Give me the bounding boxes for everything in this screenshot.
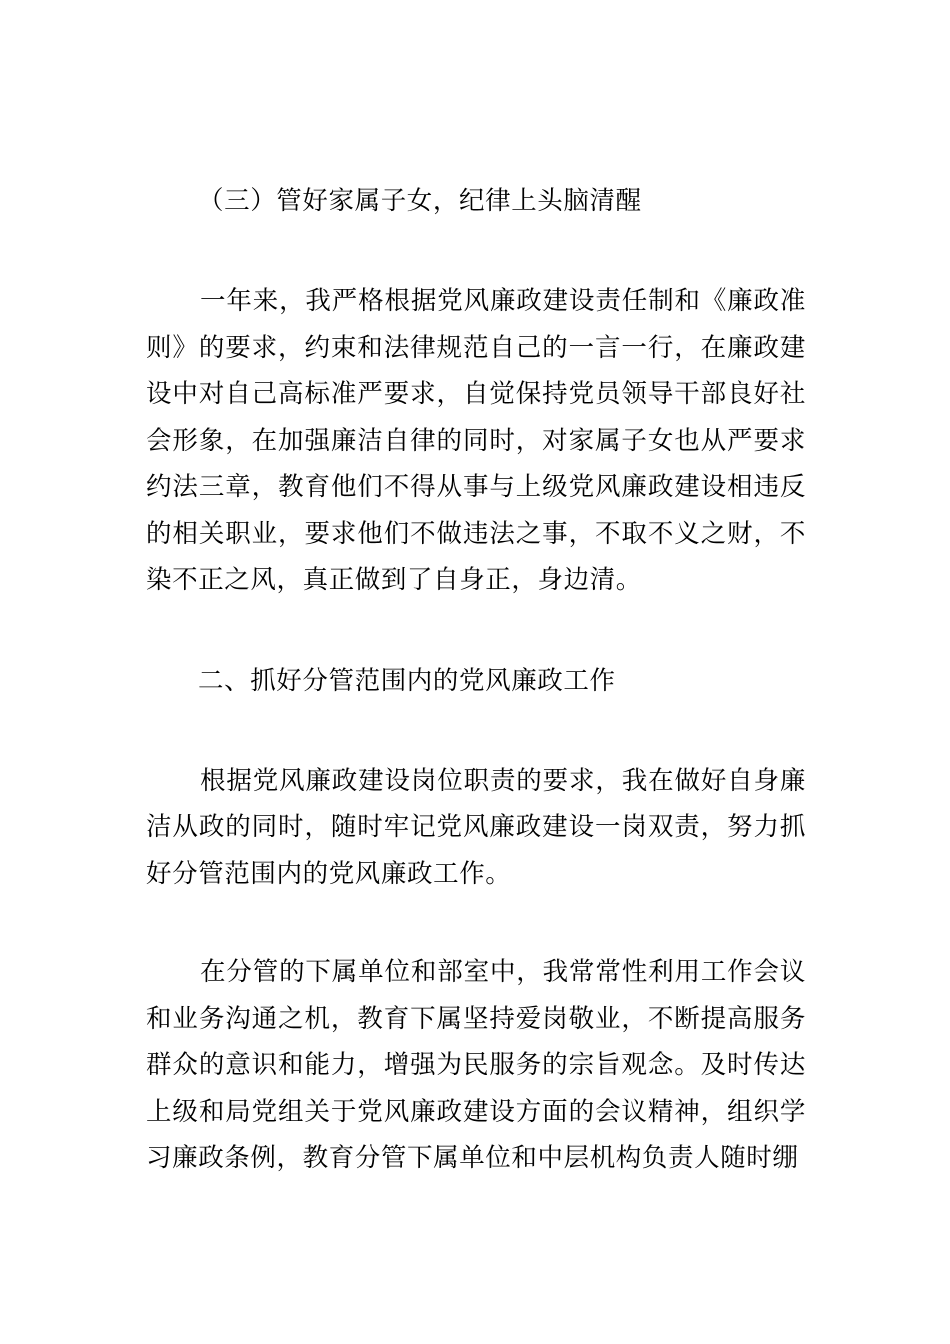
paragraph-duty-requirements: 根据党风廉政建设岗位职责的要求，我在做好自身廉洁从政的同时，随时牢记党风廉政建设一岗双责，努力抓好分管范围内的党风廉政工作。: [146, 765, 806, 889]
paragraph-family-discipline: 一年来，我严格根据党风廉政建设责任制和《廉政准则》的要求，约束和法律规范自己的一言一行，在廉政建设中对自己高标准严要求，自觉保持党员领导干部良好社会形象，在加强廉洁自律的同时，对家属子女也从严要求约法三章，教育他们不得从事与上级党风廉政建设相违反的相关职业，要求他们不做违法之事，不取不义之财，不染不正之风，真正做到了自身正，身边清。: [146, 286, 806, 595]
paragraph-subordinate-education: 在分管的下属单位和部室中，我常常性利用工作会议和业务沟通之机，教育下属坚持爱岗敬业，不断提高服务群众的意识和能力，增强为民服务的宗旨观念。及时传达上级和局党组关于党风廉政建设方面的会议精神，组织学习廉政条例，教育分管下属单位和中层机构负责人随时绷: [146, 957, 806, 1173]
section-heading-2: 二、抓好分管范围内的党风廉政工作: [198, 665, 616, 696]
section-heading-3: （三）管好家属子女，纪律上头脑清醒: [198, 186, 642, 216]
document-body: [146, 176, 806, 1182]
